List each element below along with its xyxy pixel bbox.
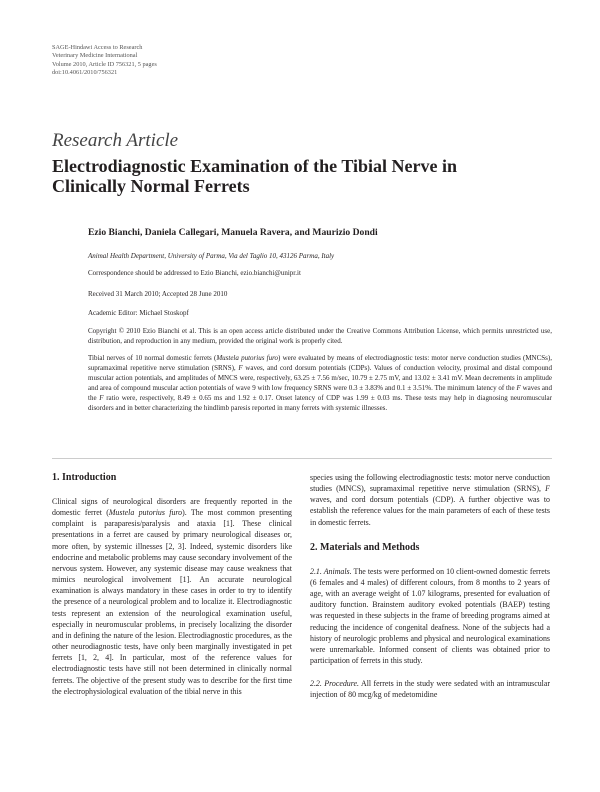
abstract-f-symbol: F (238, 364, 243, 372)
right-column (310, 472, 550, 701)
article-title-line2: Clinically Normal Ferrets (52, 176, 250, 196)
journal-volume: Volume 2010, Article ID 756321, 5 pages (52, 60, 157, 68)
copyright-notice: Copyright © 2010 Ezio Bianchi et al. This is an open access article distributed under the Creative Commons Attribution License, which permits unrestricted use, distribution, and reproduction in any medium, provided the original work is properly cited. (88, 327, 552, 345)
abstract-text: waves, and cord dorsum potentials (CDPs). Values of conduction velocity, proximal and distal compound muscular action potentials, and amplitudes of MNCS were, respectively, 63.25 ± 7.56 m/sec, 10.79 ± 2.75 mV, and 13.02 ± 3.41 mV. Mean decrements in amplitude and area of compound muscular action potentials of wave 9 with low frequency SRNS were 0.3 ± 3.83% and 0.1 ± 3.51%. The minimum latency of the (88, 364, 552, 392)
affiliation: Animal Health Department, University of Parma, Via del Taglio 10, 43126 Parma, Italy (88, 252, 335, 260)
abstract-f-symbol: F (99, 394, 104, 402)
academic-editor: Academic Editor: Michael Stoskopf (88, 309, 189, 317)
f-symbol: F (545, 484, 550, 494)
abstract-species: Mustela putorius furo (216, 354, 279, 362)
abstract-text: waves and the (88, 384, 552, 402)
paragraph-text: ). The most common presenting complaint is paraparesis/paralysis and ataxia [1]. These clinical presentations in a ferret are caused by primary neurological diseases or, more often, by systemic illnesses [2, 3]. Indeed, systemic disorders like endocrine and metabolic problems may cause secondary involvement of the nervous system. However, any systemic disease may cause weakness that mimics neurological involvement [1]. An accurate neurological examination is always mandatory in these cases in order to try to identify the presence of a neurological problem and to localize it. Electrodiagnostic tests represent an extension of the neurological examination useful, especially in neuromuscular problems, in precisely localizing the disorder and in defining the nature of the lesion. Electrodiagnostic procedures, as the other neurodiagnostic tests, have only been marginally investigated in pet ferrets [1, 2, 4]. In particular, most of the reference values for electrodiagnostic tests have still not been determined in clinically normal ferrets. The objective of the present study was to describe for the first time the electrophysiological evaluation of the tibial nerve in this (52, 508, 292, 696)
received-accepted-dates: Received 31 March 2010; Accepted 28 June 2010 (88, 290, 228, 298)
article-title-line1: Electrodiagnostic Examination of the Tibial Nerve in (52, 156, 458, 176)
article-type: Research Article (52, 130, 179, 151)
journal-name: Veterinary Medicine International (52, 52, 138, 60)
methods-heading: 2. Materials and Methods (310, 541, 420, 553)
introduction-heading: 1. Introduction (52, 472, 117, 483)
procedure-paragraph (310, 678, 550, 700)
paragraph-text: The tests were performed on 10 client-owned domestic ferrets (6 females and 4 males) of different colours, from 8 months to 2 years of age, with an average weight of 1.07 kilograms, presented for evaluation of auditory function. Brainstem auditory evoked potentials (BAEP) testing was requested in these subjects in the frame of breeding programs aimed at reducing the incidence of congenital deafness. None of the subjects had a history of neurologic problems and physical and neurological examinations were unremarkable. Informed consent of clients was obtained prior to participation of ferrets in this study. (310, 566, 550, 666)
paragraph-text: waves, and cord dorsum potentials (CDP). A further objective was to establish the reference values for the main parameters of each of these tests in domestic ferrets. (310, 495, 550, 527)
animals-paragraph (310, 566, 550, 666)
abstract-text: ratio were, respectively, 8.49 ± 0.65 ms and 1.92 ± 0.17. Onset latency of CDP was 1.99 ± 0.03 ms. These tests may help in diagnosing neuromuscular disorders and in better characterizing the hindlimb paresis reported in many ferrets with systemic illnesses. (88, 394, 552, 412)
author-list: Ezio Bianchi, Daniela Callegari, Manuela Ravera, and Maurizio Dondi (88, 227, 378, 238)
abstract-text: Tibial nerves of 10 normal domestic ferrets ( (88, 354, 217, 362)
paragraph-text: All ferrets in the study were sedated with an intramuscular injection of 80 mcg/kg of medetomidine (310, 679, 550, 700)
animals-subheading: 2.1. Animals. (310, 566, 352, 576)
introduction-paragraph-continued (310, 472, 550, 528)
section-divider (52, 458, 552, 459)
abstract-text: ) were evaluated by means of electrodiagnostic tests: motor nerve conduction studies (MNCSs), supramaximal repetitive nerve stimulation (SRNS), (88, 354, 552, 372)
paragraph-text: Clinical signs of neurological disorders are frequently reported in the domestic ferret ( (52, 497, 292, 518)
abstract (88, 353, 552, 413)
paragraph-text: species using the following electrodiagnostic tests: motor nerve conduction studies (MNCS), supramaximal repetitive nerve stimulation (SRNS), (310, 473, 550, 494)
journal-doi: doi:10.4061/2010/756321 (52, 68, 118, 76)
introduction-paragraph (52, 496, 292, 697)
species-name: Mustela putorius furo (108, 508, 183, 518)
journal-header-publisher: SAGE-Hindawi Access to Research (52, 44, 143, 51)
article-title (52, 156, 552, 196)
correspondence-note: Correspondence should be addressed to Ezio Bianchi, ezio.bianchi@unipr.it (88, 269, 301, 277)
journal-header (52, 44, 352, 77)
abstract-f-symbol: F (516, 384, 521, 392)
left-column (52, 472, 292, 697)
procedure-subheading: 2.2. Procedure. (310, 679, 359, 689)
